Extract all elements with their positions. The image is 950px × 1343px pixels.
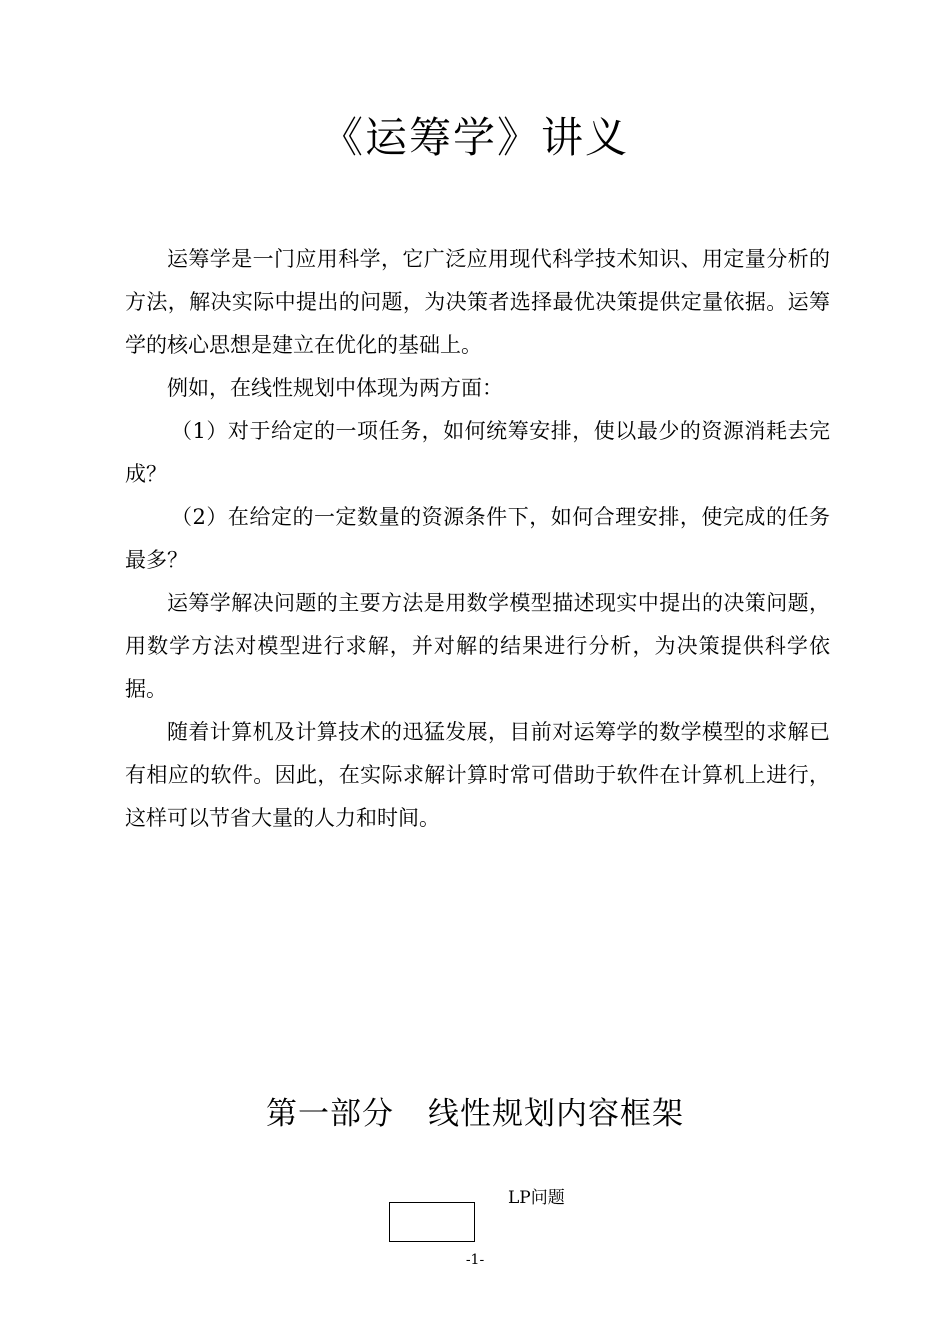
section-part: 第一部分 [266, 1096, 394, 1132]
paragraph-point-2: （2）在给定的一定数量的资源条件下，如何合理安排，使完成的任务最多？ [125, 505, 830, 572]
section-name: 线性规划内容框架 [428, 1096, 684, 1132]
paragraph-intro: 运筹学是一门应用科学，它广泛应用现代科学技术知识、用定量分析的方法，解决实际中提出的问题，为决策者选择最优决策提供定量依据。运筹学的核心思想是建立在优化的基础上。 [125, 247, 830, 357]
document-title: 《运筹学》讲义 [320, 113, 629, 162]
section-heading [0, 1090, 950, 1138]
paragraph-point-1: （1）对于给定的一项任务，如何统筹安排，使以最少的资源消耗去完成？ [125, 419, 830, 486]
paragraph-example: 例如，在线性规划中体现为两方面： [167, 376, 503, 400]
paragraph-software: 随着计算机及计算技术的迅猛发展，目前对运筹学的数学模型的求解已有相应的软件。因此，在实际求解计算时常可借助于软件在计算机上进行，这样可以节省大量的人力和时间。 [125, 720, 830, 830]
document-body [125, 238, 830, 840]
diagram-box [389, 1202, 475, 1242]
diagram-label: LP问题 [508, 1188, 565, 1208]
page-number: -1- [465, 1252, 485, 1268]
paragraph-method: 运筹学解决问题的主要方法是用数学模型描述现实中提出的决策问题，用数学方法对模型进行求解，并对解的结果进行分析，为决策提供科学依据。 [125, 591, 830, 701]
